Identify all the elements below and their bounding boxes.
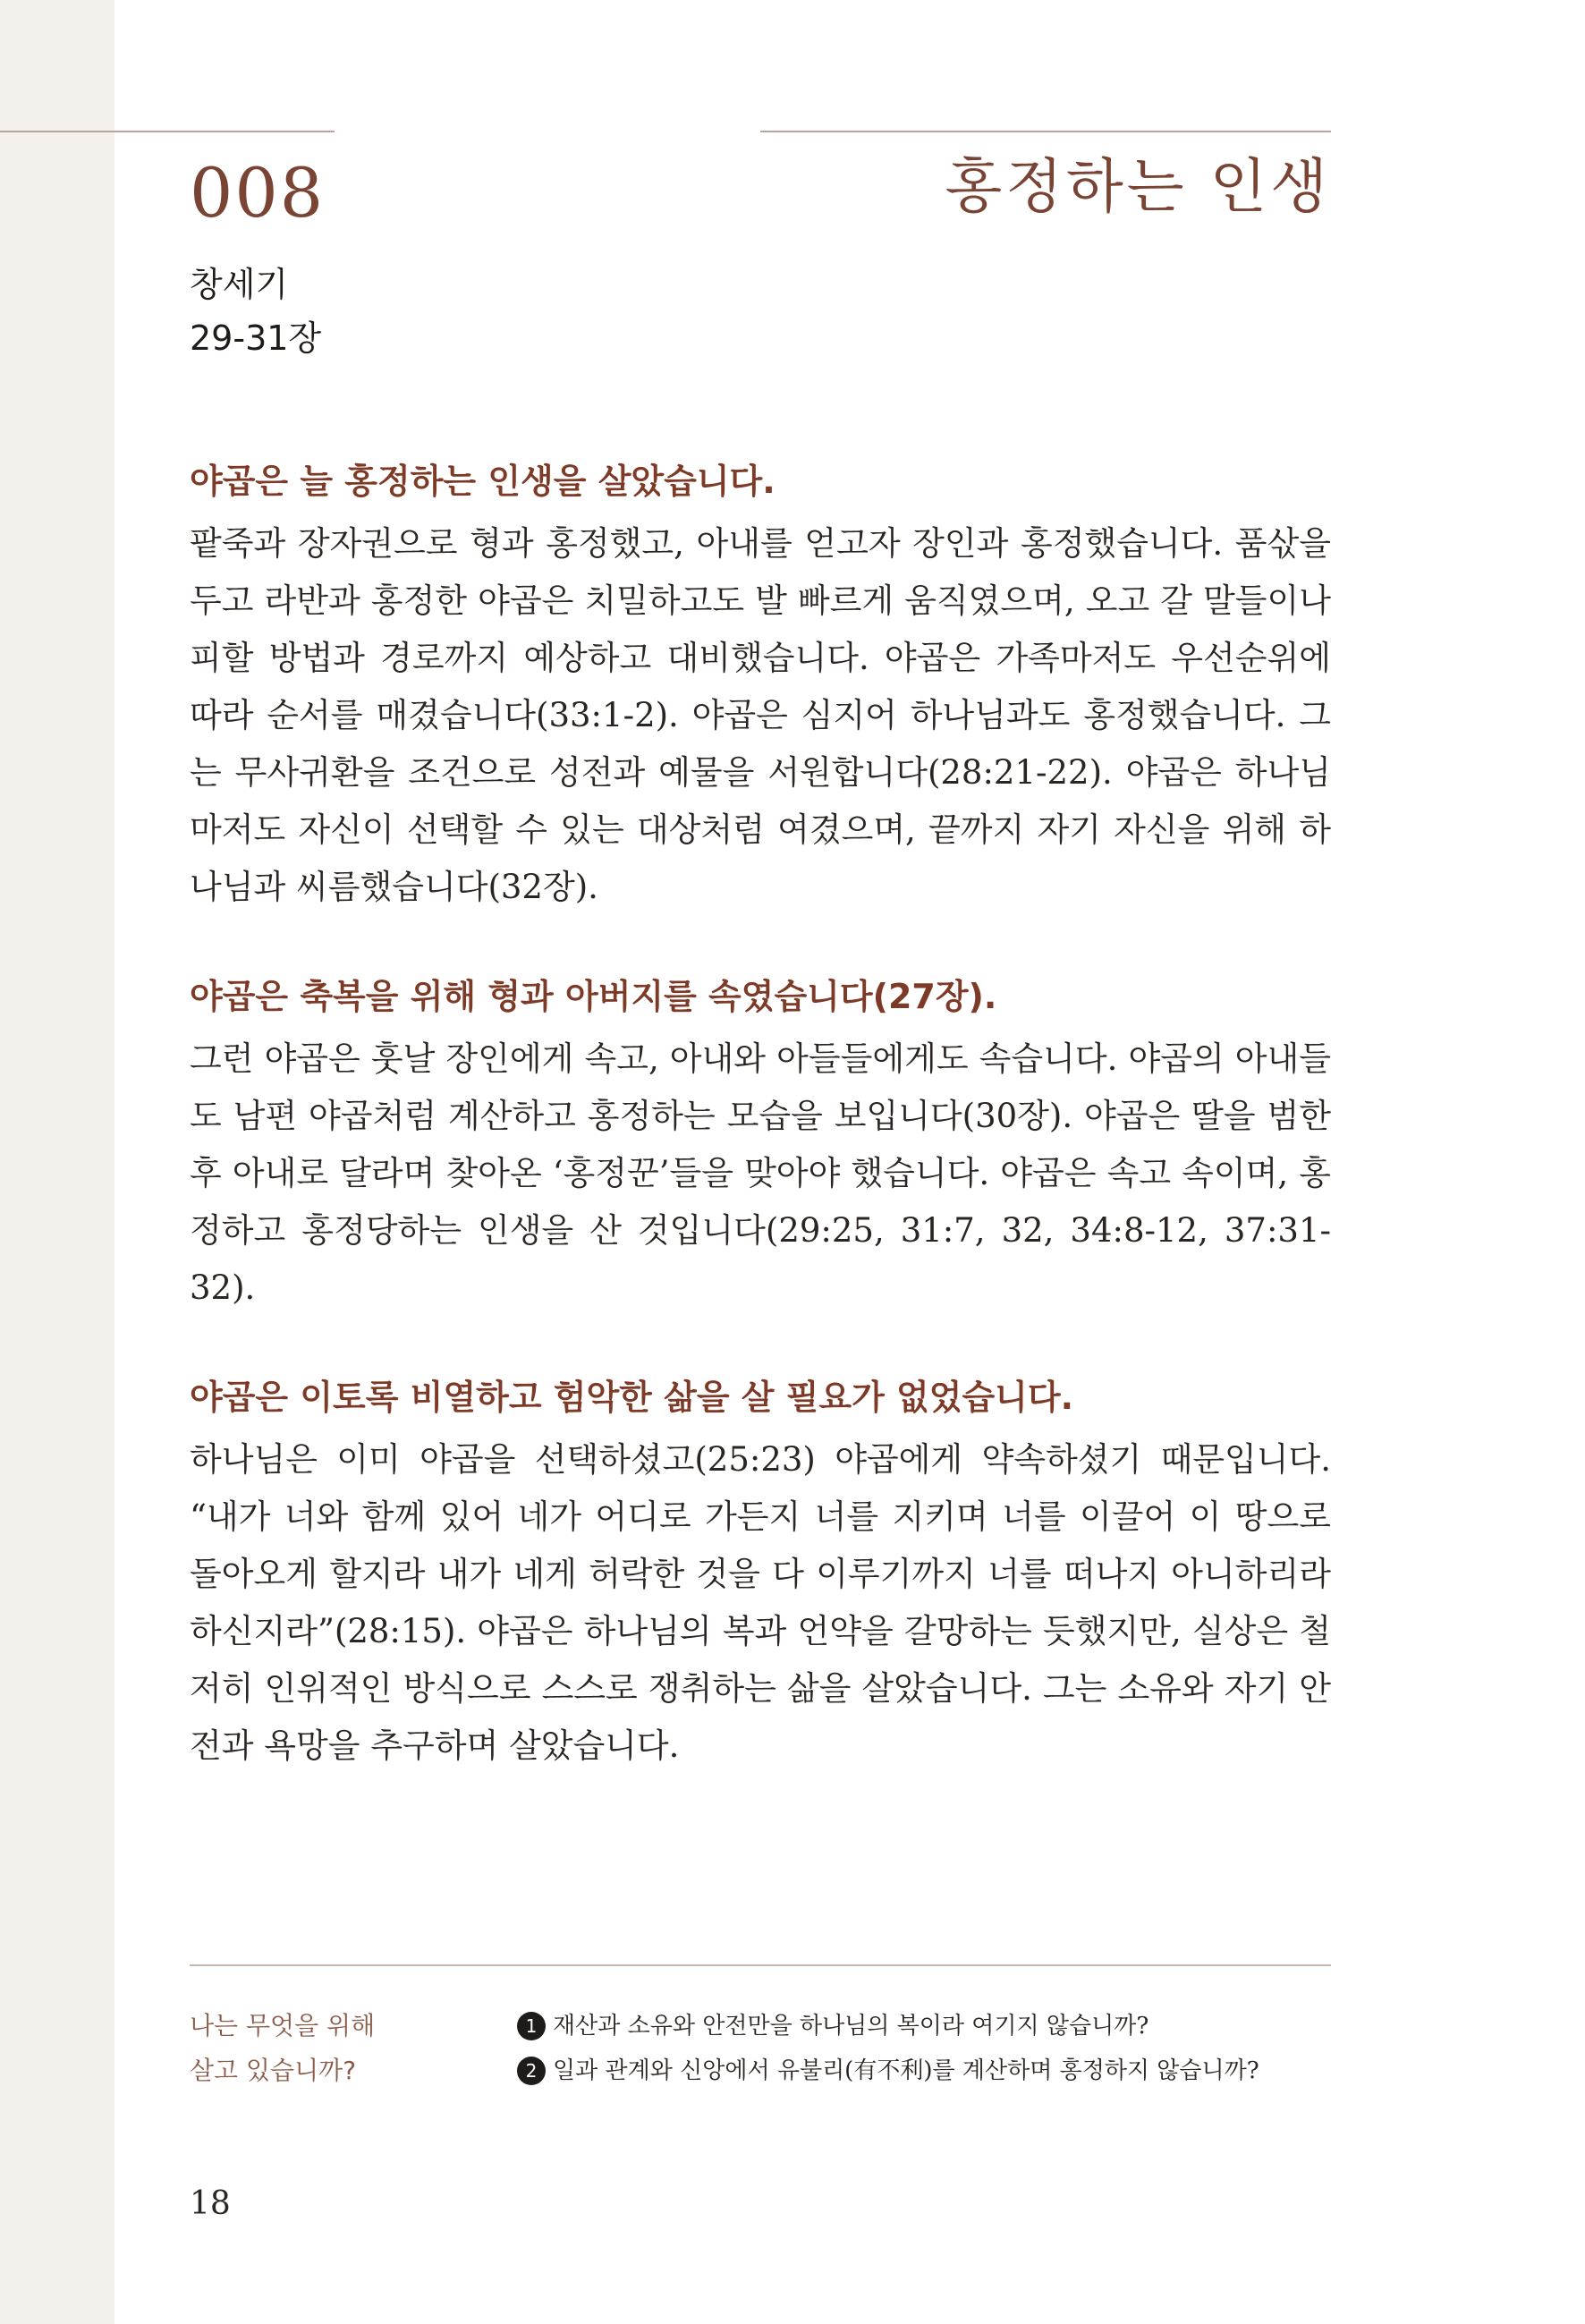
question-text: 재산과 소유와 안전만을 하나님의 복이라 여기지 않습니까? (553, 2013, 1149, 2040)
reference-book: 창세기 (190, 265, 289, 304)
left-margin-band (0, 0, 114, 2324)
reflection-label-line: 살고 있습니까? (190, 2056, 357, 2085)
reflection-label-line: 나는 무엇을 위해 (190, 2011, 376, 2040)
section-2 (190, 968, 1331, 1317)
section-3 (190, 1369, 1331, 1775)
section-paragraph: 하나님은 이미 야곱을 선택하셨고(25:23) 야곱에게 약속하셨기 때문입니다. “내가 너와 함께 있어 네가 어디로 가든지 너를 지키며 너를 이끌어 이 땅으로 돌아오게 할지라 내가 네게 허락한 것을 다 이루기까지 너를 떠나지 아니하리라 하신지라”(28:15). 야곱은 하나님의 복과 언약을 갈망하는 듯했지만, 실상은 철저히 인위적인 방식으로 스스로 쟁취하는 삶을 살았습니다. 그는 소유와 자기 안전과 욕망을 추구하며 살았습니다. (190, 1440, 1331, 1765)
reflection-divider (190, 1964, 1331, 1966)
number-circle-icon: 1 (517, 2012, 546, 2040)
section-paragraph: 팥죽과 장자권으로 형과 홍정했고, 아내를 얻고자 장인과 홍정했습니다. 품삯을 두고 라반과 홍정한 야곱은 치밀하고도 발 빠르게 움직였으며, 오고 갈 말들이나 피할 방법과 경로까지 예상하고 대비했습니다. 야곱은 가족마저도 우선순위에 따라 순서를 매겼습니다(33:1-2). 야곱은 심지어 하나님과도 홍정했습니다. 그는 무사귀환을 조건으로 성전과 예물을 서원합니다(28:21-22). 야곱은 하나님마저도 자신이 선택할 수 있는 대상처럼 여겼으며, 끝까지 자기 자신을 위해 하나님과 씨름했습니다(32장). (190, 524, 1331, 906)
page-number: 18 (190, 2185, 231, 2222)
number-circle-icon: 2 (517, 2057, 546, 2085)
section-heading: 야곱은 늘 홍정하는 인생을 살았습니다. (190, 462, 776, 501)
reflection-label (190, 2004, 375, 2093)
entry-number: 008 (190, 153, 326, 233)
reference-chapters: 29-31장 (190, 318, 322, 358)
header-rule-left (0, 131, 335, 132)
section-heading: 야곱은 이토록 비열하고 험악한 삶을 살 필요가 없었습니다. (190, 1378, 1074, 1417)
section-heading: 야곱은 축복을 위해 형과 아버지를 속였습니다(27장). (190, 977, 997, 1016)
section-paragraph: 그런 야곱은 훗날 장인에게 속고, 아내와 아들들에게도 속습니다. 야곱의 아내들도 남편 야곱처럼 계산하고 홍정하는 모습을 보입니다(30장). 야곱은 딸을 범한 후 아내로 달라며 찾아온 ‘홍정꾼’들을 맞아야 했습니다. 야곱은 속고 속이며, 홍정하고 홍정당하는 인생을 산 것입니다(29:25, 31:7, 32, 34:8-12, 37:31-32). (190, 1039, 1331, 1307)
reflection-questions (517, 2004, 1331, 2093)
question-item (517, 2048, 1331, 2093)
article-body (190, 453, 1331, 1827)
section-1 (190, 453, 1331, 916)
question-item (517, 2004, 1331, 2048)
entry-title: 홍정하는 인생 (945, 152, 1331, 221)
header-rule-right (760, 131, 1331, 132)
question-text: 일과 관계와 신앙에서 유불리(有不利)를 계산하며 홍정하지 않습니까? (553, 2057, 1259, 2084)
scripture-reference (190, 258, 321, 365)
